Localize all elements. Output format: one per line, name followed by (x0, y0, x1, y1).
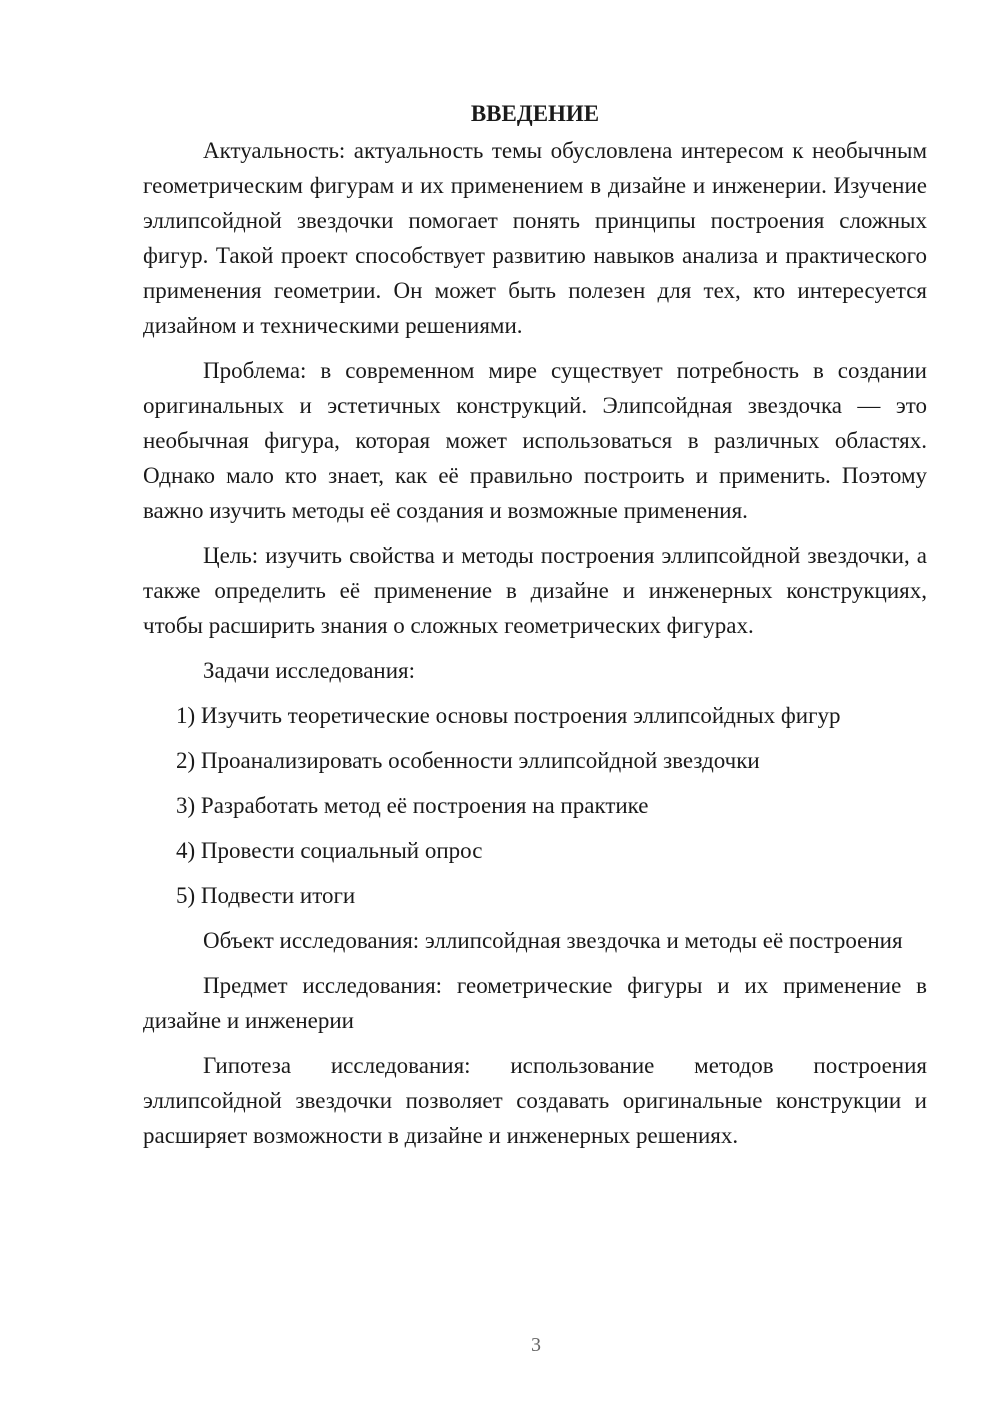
paragraph-hypothesis: Гипотеза исследования: использование методов построения эллипсойдной звездочки позволяет создавать оригинальные конструкции и расширяет возможности в дизайне и инженерных решениях. (143, 1053, 927, 1148)
paragraph-problem: Проблема: в современном мире существует потребность в создании оригинальных и эстетичных конструкций. Элипсойдная звездочка — это необычная фигура, которая может использоваться в различных областях. Однако мало кто знает, как её правильно построить и применить. Поэтому важно изучить методы её создания и возможные применения. (143, 358, 927, 523)
paragraph-object: Объект исследования: эллипсойдная звездочка и методы её построения (203, 928, 903, 953)
paragraph-subject: Предмет исследования: геометрические фигуры и их применение в дизайне и инженерии (143, 973, 927, 1033)
section-title: ВВЕДЕНИЕ (470, 101, 600, 126)
document-page (143, 96, 927, 1163)
list-item: 4) Провести социальный опрос (176, 838, 483, 863)
tasks-list (143, 698, 927, 913)
list-item: 5) Подвести итоги (176, 883, 356, 908)
list-item: 3) Разработать метод её построения на практике (176, 793, 649, 818)
paragraph-relevance: Актуальность: актуальность темы обусловлена интересом к необычным геометрическим фигурам и их применением в дизайне и инженерии. Изучение эллипсойдной звездочки помогает понять принципы построения сложных фигур. Такой проект способствует развитию навыков анализа и практического применения геометрии. Он может быть полезен для тех, кто интересуется дизайном и техническими решениями. (143, 138, 927, 338)
tasks-heading: Задачи исследования: (203, 658, 416, 683)
list-item: 1) Изучить теоретические основы построения эллипсойдных фигур (176, 703, 841, 728)
page-number: 3 (531, 1334, 541, 1356)
paragraph-goal: Цель: изучить свойства и методы построения эллипсойдной звездочки, а также определить её применение в дизайне и инженерных конструкциях, чтобы расширить знания о сложных геометрических фигурах. (143, 543, 927, 638)
list-item: 2) Проанализировать особенности эллипсойдной звездочки (176, 748, 760, 773)
